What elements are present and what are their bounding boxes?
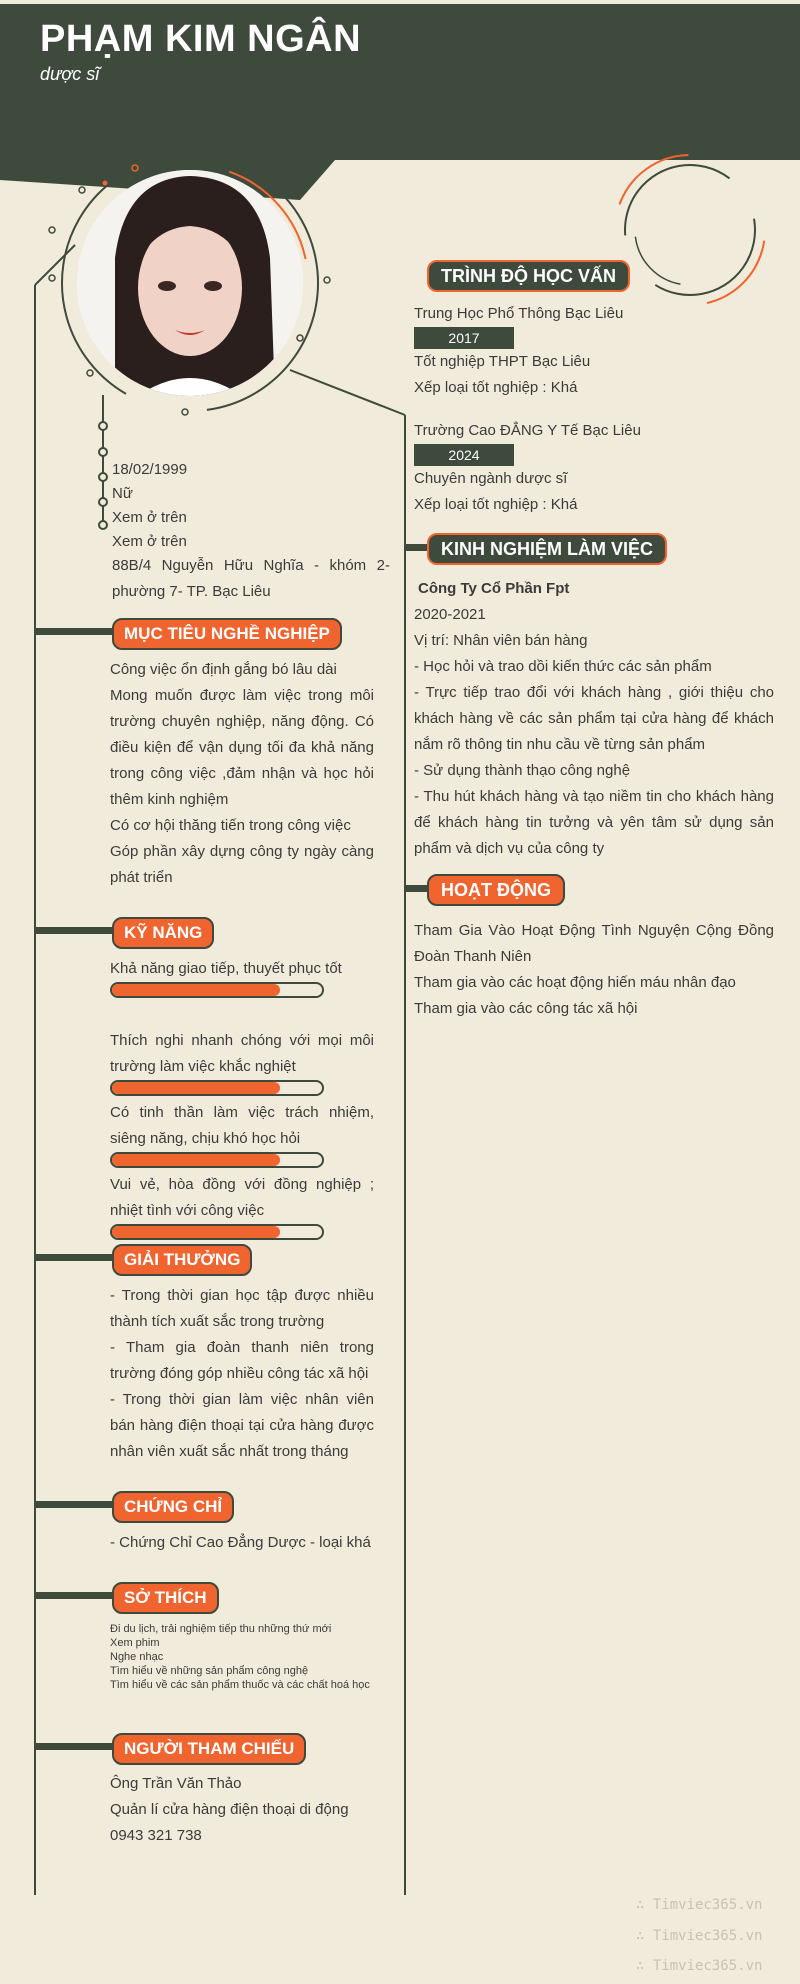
skill-progress-fill (112, 984, 280, 996)
experience-position: Vị trí: Nhân viên bán hàng (414, 632, 588, 649)
hobby-item: Đi du lịch, trải nghiệm tiếp thu những thứ mới (110, 1623, 332, 1635)
objective-connector (35, 628, 115, 635)
award-item: - Trong thời gian làm việc nhân viên bán hàng điện thoại tại cửa hàng được nhân viên xuất sắc nhất trong tháng (110, 1391, 374, 1460)
experience-duty: - Học hỏi và trao dồi kiến thức các sản phẩm (414, 658, 712, 675)
certificates-connector (35, 1501, 115, 1508)
skill-label: Có tinh thần làm việc trách nhiệm, siêng năng, chịu khó học hỏi (110, 1104, 374, 1147)
education-year: 2017 (414, 327, 514, 349)
education-heading: TRÌNH ĐỘ HỌC VẤN (427, 260, 630, 292)
education-detail: Chuyên ngành dược sĩ (414, 470, 568, 487)
watermark: ∴ Timviec365.vn (636, 1958, 763, 1974)
hobbies-connector (35, 1592, 115, 1599)
address: 88B/4 Nguyễn Hữu Nghĩa - khóm 2- phường 7- TP. Bạc Liêu (112, 557, 390, 600)
education-rank: Xếp loại tốt nghiệp : Khá (414, 379, 578, 396)
education-entry (414, 418, 774, 518)
education-school: Trường Cao ĐẲNG Y Tế Bạc Liêu (414, 422, 641, 439)
skill-progress-bar (110, 1224, 324, 1240)
award-item: - Trong thời gian học tập được nhiều thành tích xuất sắc trong trường (110, 1287, 374, 1330)
certificates-list (110, 1530, 374, 1556)
skill-item (110, 1172, 374, 1244)
reference-position: Quản lí cửa hàng điện thoại di động (110, 1801, 349, 1818)
objective-item: Công việc ổn định gắng bó lâu dài (110, 661, 337, 678)
activity-item: Tham gia vào các công tác xã hội (414, 1000, 638, 1017)
references-connector (35, 1743, 115, 1750)
skill-item (110, 956, 374, 1028)
skill-label: Vui vẻ, hòa đồng với đồng nghiệp ; nhiệt tình với công việc (110, 1176, 374, 1219)
skill-item (110, 1028, 374, 1100)
education-school: Trung Học Phổ Thông Bạc Liêu (414, 305, 624, 322)
skill-label: Khả năng giao tiếp, thuyết phục tốt (110, 960, 342, 977)
activity-item: Tham gia vào các hoạt động hiến máu nhân đạo (414, 974, 736, 991)
hobby-item: Nghe nhạc (110, 1651, 164, 1663)
hobbies-list (110, 1622, 374, 1692)
education-year: 2024 (414, 444, 514, 466)
awards-list (110, 1283, 374, 1465)
hobby-item: Tìm hiểu về các sản phẩm thuốc và các chất hoá học (110, 1679, 370, 1691)
hobbies-heading: SỞ THÍCH (112, 1582, 219, 1614)
watermark: ∴ Timviec365.vn (636, 1897, 763, 1913)
certificates-heading: CHỨNG CHỈ (112, 1491, 234, 1523)
birthdate: 18/02/1999 (112, 461, 188, 478)
experience-period: 2020-2021 (414, 606, 486, 623)
education-detail: Tốt nghiệp THPT Bạc Liêu (414, 353, 591, 370)
skill-progress-fill (112, 1226, 280, 1238)
skill-progress-bar (110, 1080, 324, 1096)
education-entry (414, 301, 774, 418)
skill-label: Thích nghi nhanh chóng với mọi môi trường làm việc khắc nghiệt (110, 1032, 374, 1075)
hobby-item: Tìm hiểu về những sản phẩm công nghệ (110, 1665, 309, 1677)
references-heading: NGƯỜI THAM CHIẾU (112, 1733, 306, 1765)
experience-company: Công Ty Cổ Phần Fpt (418, 580, 570, 597)
skills-heading: KỸ NĂNG (112, 917, 214, 949)
experience-duty: - Trực tiếp trao đổi với khách hàng , giới thiệu cho khách hàng về các sản phẩm tại cửa hàng để khách nắm rõ thông tin nhu cầu về từng sản phẩm (414, 684, 774, 753)
experience-heading: KINH NGHIỆM LÀM VIỆC (427, 533, 667, 565)
objective-item: Mong muốn được làm việc trong môi trường chuyên nghiệp, năng động. Có điều kiện để vận dụng tối đa khả năng trong công việc ,đảm nhận và học hỏi thêm kinh nghiệm (110, 687, 374, 808)
skills-connector (35, 927, 115, 934)
awards-connector (35, 1254, 115, 1261)
award-item: - Tham gia đoàn thanh niên trong trường đóng góp nhiều công tác xã hội (110, 1339, 374, 1382)
skills-list (110, 956, 374, 1244)
objective-item: Góp phần xây dựng công ty ngày càng phát triển (110, 843, 374, 886)
awards-heading: GIẢI THƯỞNG (112, 1244, 252, 1276)
activities-list (414, 918, 774, 1022)
skill-item (110, 1100, 374, 1172)
objective-list (110, 657, 374, 891)
reference-name: Ông Trần Văn Thảo (110, 1775, 242, 1792)
hobby-item: Xem phim (110, 1637, 160, 1649)
skill-progress-bar (110, 982, 324, 998)
candidate-name: PHẠM KIM NGÂN (40, 18, 362, 60)
experience-duty: - Sử dụng thành thạo công nghệ (414, 762, 631, 779)
education-rank: Xếp loại tốt nghiệp : Khá (414, 496, 578, 513)
experience-entry (414, 576, 774, 862)
activities-heading: HOẠT ĐỘNG (427, 874, 565, 906)
objective-heading: MỤC TIÊU NGHỀ NGHIỆP (112, 618, 342, 650)
skill-progress-bar (110, 1152, 324, 1168)
avatar-photo (75, 168, 305, 398)
candidate-title: dược sĩ (40, 64, 100, 84)
activity-item: Tham Gia Vào Hoạt Động Tình Nguyện Cộng Đồng Đoàn Thanh Niên (414, 922, 774, 965)
skill-progress-fill (112, 1154, 280, 1166)
gender: Nữ (112, 485, 133, 502)
objective-item: Có cơ hội thăng tiến trong công việc (110, 817, 351, 834)
reference-phone: 0943 321 738 (110, 1827, 202, 1844)
email: Xem ở trên (112, 533, 187, 550)
education-list (414, 301, 774, 518)
references-list (110, 1771, 374, 1849)
skill-progress-fill (112, 1082, 280, 1094)
certificate-item: - Chứng Chỉ Cao Đẳng Dược - loại khá (110, 1534, 371, 1551)
experience-duty: - Thu hút khách hàng và tạo niềm tin cho khách hàng để khách hàng tin tưởng và yên tâm sử dụng sản phẩm và dịch vụ của công ty (414, 788, 774, 857)
watermark: ∴ Timviec365.vn (636, 1928, 763, 1944)
phone: Xem ở trên (112, 509, 187, 526)
